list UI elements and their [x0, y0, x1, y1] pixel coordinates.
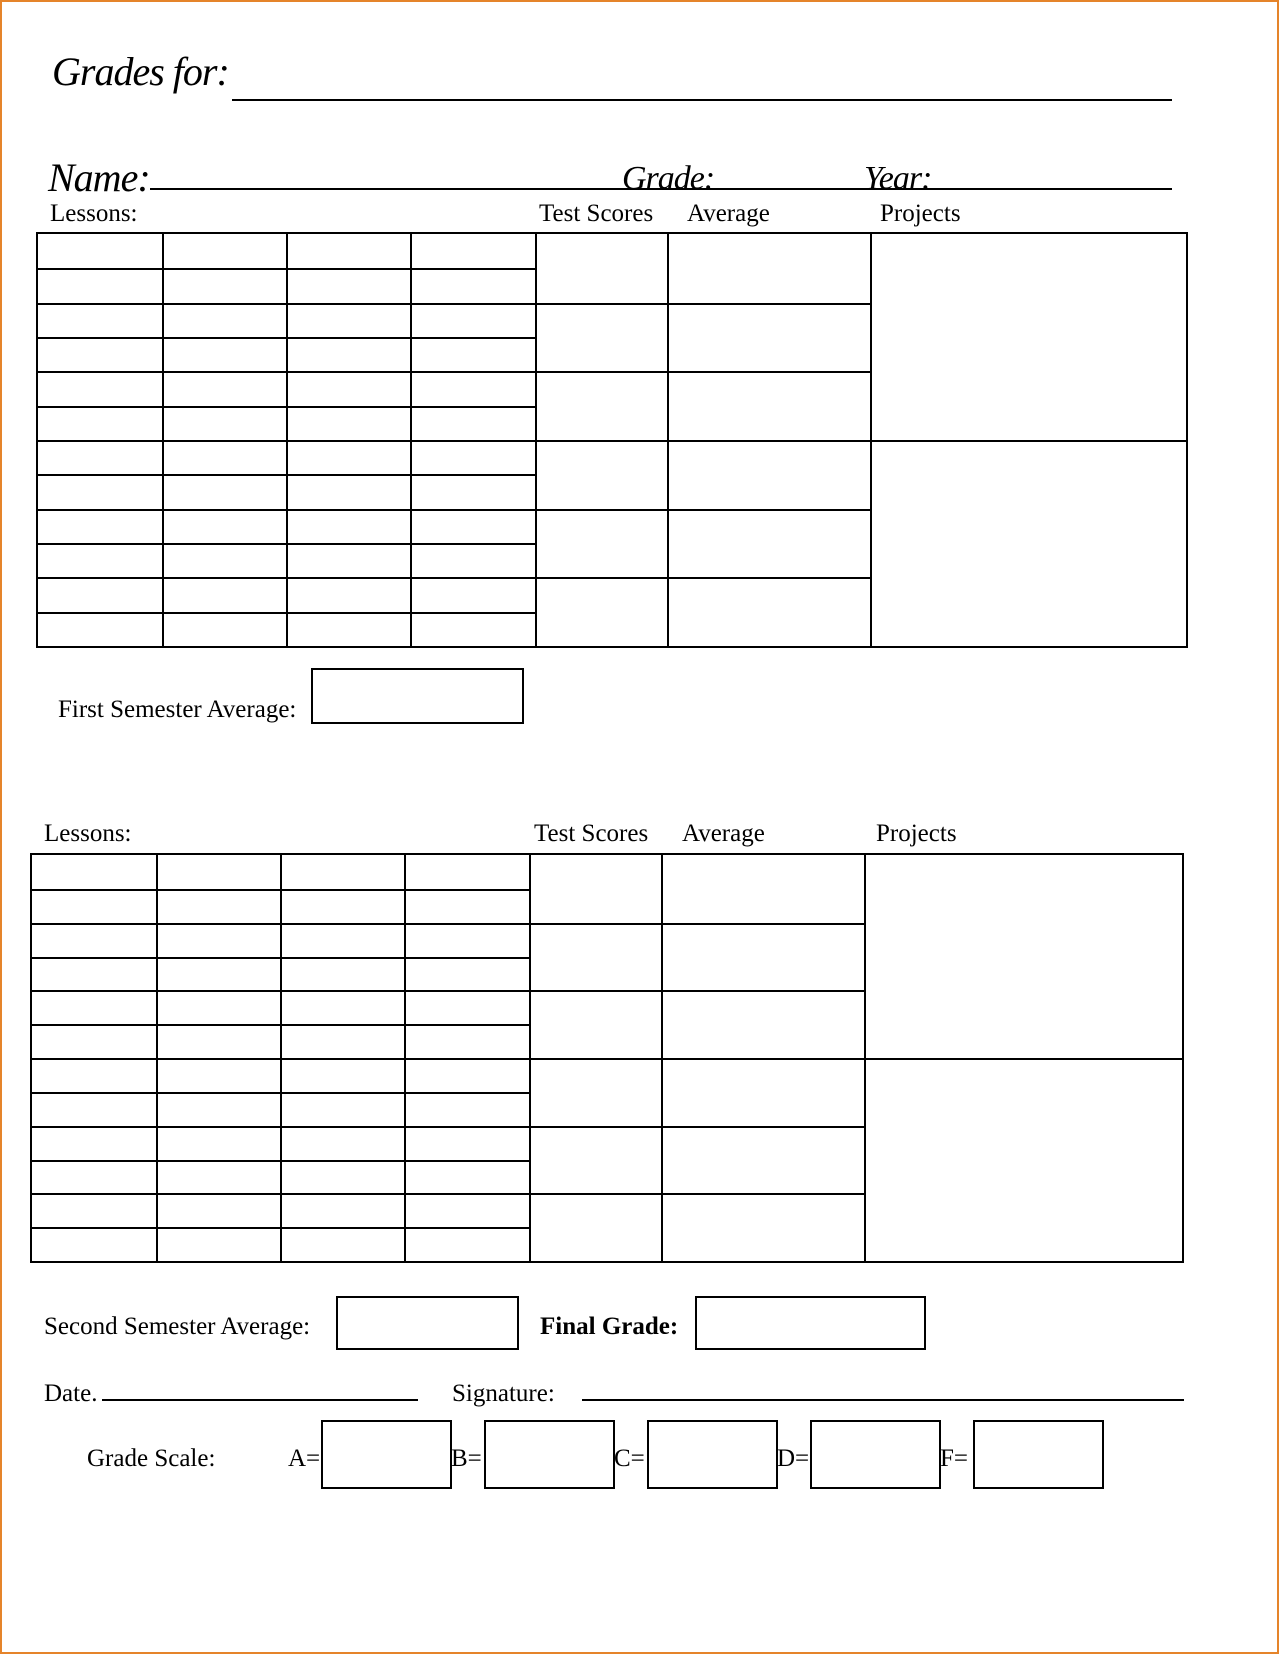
- grid-row-line: [38, 303, 535, 305]
- grid-row-line: [529, 923, 864, 925]
- grid-row-line: [870, 440, 1186, 442]
- grid-row-line: [32, 990, 529, 992]
- grid-row-line: [32, 1092, 529, 1094]
- average-label-2: Average: [682, 820, 765, 847]
- grade-scale-f-box[interactable]: [973, 1420, 1104, 1489]
- grid-row-line: [32, 1126, 529, 1128]
- second-semester-average-label: Second Semester Average:: [44, 1313, 311, 1340]
- grid-row-line: [32, 889, 529, 891]
- lessons-label-1: Lessons:: [50, 200, 138, 227]
- signature-input[interactable]: [584, 1370, 1182, 1398]
- average-label-1: Average: [687, 200, 770, 227]
- grid-row-line: [38, 509, 535, 511]
- name-line: [150, 188, 1172, 190]
- grid-row-line: [535, 303, 870, 305]
- first-semester-average-label: First Semester Average:: [58, 696, 297, 723]
- grid-row-line: [38, 406, 535, 408]
- projects-label-2: Projects: [876, 820, 957, 847]
- grid-row-line: [38, 440, 535, 442]
- test-scores-label-1: Test Scores: [539, 200, 654, 227]
- grid-row-line: [32, 1193, 529, 1195]
- grade-scale-c-box[interactable]: [647, 1420, 778, 1489]
- grid-row-line: [529, 1058, 864, 1060]
- grid-row-line: [535, 577, 870, 579]
- grid-row-line: [38, 577, 535, 579]
- grid-row-line: [38, 543, 535, 545]
- grid-row-line: [864, 1058, 1182, 1060]
- signature-label: Signature:: [452, 1380, 555, 1407]
- name-label: Name:: [48, 155, 150, 200]
- date-label: Date.: [44, 1380, 98, 1407]
- grade-scale-c-label: C=: [614, 1445, 645, 1472]
- grade-scale-a-box[interactable]: [321, 1420, 452, 1489]
- grid-row-line: [32, 1024, 529, 1026]
- grid-row-line: [529, 1126, 864, 1128]
- grade-scale-label: Grade Scale:: [87, 1445, 216, 1472]
- date-input[interactable]: [104, 1370, 416, 1398]
- lessons-label-2: Lessons:: [44, 820, 132, 847]
- grid-row-line: [38, 371, 535, 373]
- final-grade-label: Final Grade:: [540, 1313, 679, 1340]
- grid-row-line: [529, 990, 864, 992]
- grade-scale-b-label: B=: [451, 1445, 482, 1472]
- grid-row-line: [38, 268, 535, 270]
- grid-row-line: [32, 923, 529, 925]
- semester-2-grid[interactable]: [30, 853, 1184, 1263]
- grades-for-line: [232, 99, 1172, 101]
- grid-row-line: [535, 509, 870, 511]
- grid-row-line: [529, 1193, 864, 1195]
- grades-for-input[interactable]: [234, 57, 1170, 97]
- year-label: Year:: [864, 160, 932, 197]
- grid-row-line: [535, 440, 870, 442]
- test-scores-label-2: Test Scores: [534, 820, 649, 847]
- grid-row-line: [535, 371, 870, 373]
- page-title: Grades for:: [52, 49, 229, 94]
- grade-input[interactable]: [714, 152, 859, 186]
- name-input[interactable]: [152, 152, 612, 186]
- semester-1-grid[interactable]: [36, 232, 1188, 648]
- year-input[interactable]: [940, 152, 1170, 186]
- projects-label-1: Projects: [880, 200, 961, 227]
- grid-row-line: [38, 337, 535, 339]
- grade-scale-a-label: A=: [288, 1445, 321, 1472]
- grade-scale-f-label: F=: [940, 1445, 969, 1472]
- first-semester-average-box[interactable]: [311, 668, 524, 724]
- grid-row-line: [32, 1227, 529, 1229]
- grade-label: Grade:: [622, 160, 715, 197]
- final-grade-box[interactable]: [695, 1296, 926, 1350]
- grid-row-line: [32, 957, 529, 959]
- signature-line: [582, 1399, 1184, 1401]
- grade-scale-b-box[interactable]: [484, 1420, 615, 1489]
- grid-row-line: [38, 612, 535, 614]
- grade-scale-d-label: D=: [777, 1445, 810, 1472]
- second-semester-average-box[interactable]: [336, 1296, 519, 1350]
- grade-scale-d-box[interactable]: [810, 1420, 941, 1489]
- date-line: [102, 1399, 418, 1401]
- grid-row-line: [32, 1160, 529, 1162]
- grid-row-line: [32, 1058, 529, 1060]
- grid-row-line: [38, 474, 535, 476]
